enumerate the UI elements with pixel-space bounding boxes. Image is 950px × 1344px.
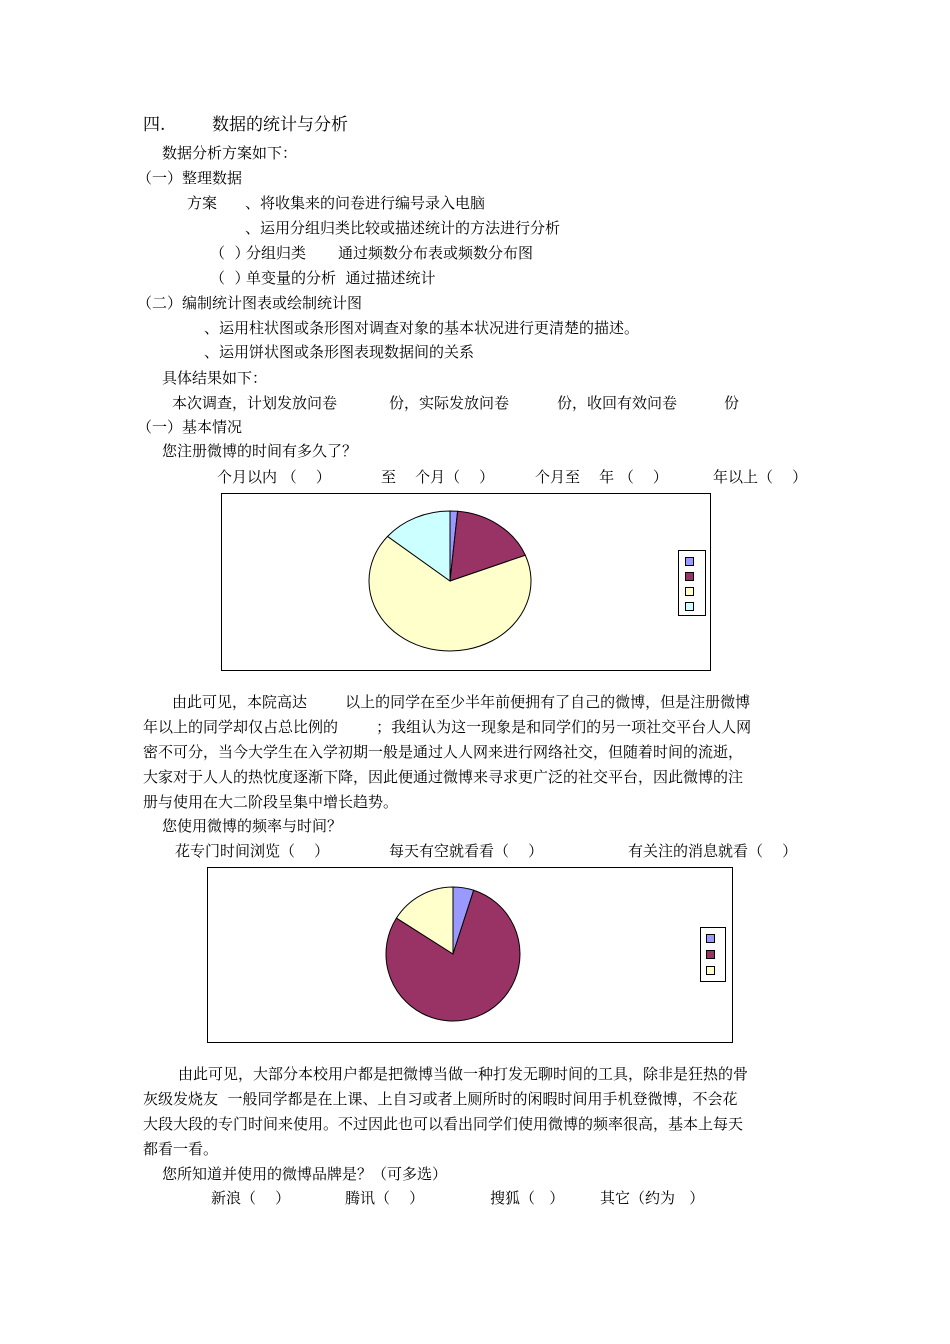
para1-line-3: 密不可分，当今大学生在入学初期一般是通过人人网来进行网络社交，但随着时间的流逝， (143, 743, 744, 761)
survey-count-d: 份 (724, 394, 740, 412)
chart-method-1: 、运用柱状图或条形图对调查对象的基本状况进行更清楚的描述。 (204, 319, 640, 337)
legend-swatch (685, 587, 694, 596)
plan-item-1: 、将收集来的问卷进行编号录入电脑 (245, 194, 486, 212)
plan-sub1-paren: （ ） (210, 244, 250, 262)
pie-chart-2 (207, 867, 733, 1043)
pie-chart-2-plot (208, 868, 732, 1042)
subsection-1-title: （一）整理数据 (137, 169, 243, 187)
legend-swatch (706, 950, 715, 959)
para2-line-4: 都看一看。 (143, 1140, 219, 1158)
q2-option-2: 每天有空就看看（ ） (389, 842, 544, 860)
plan-sub2-a: 单变量的分析 通过描述统计 (246, 269, 436, 287)
plan-sub1-b: 通过频数分布表或频数分布图 (338, 244, 534, 262)
legend-swatch (685, 572, 694, 581)
q2-option-1: 花专门时间浏览（ ） (175, 842, 330, 860)
q1-question: 您注册微博的时间有多久了？ (162, 442, 358, 460)
plan-sub2-paren: （ ） (210, 269, 250, 287)
legend-swatch (706, 966, 715, 975)
survey-count-b: 份，实际发放问卷 (389, 394, 510, 412)
pie-chart-1-legend (678, 550, 706, 616)
plan-label: 方案 (187, 194, 218, 212)
legend-swatch (685, 557, 694, 566)
q1-option-3: 个月至 年 （ ） (535, 468, 668, 486)
q3-option-4: 其它（约为 ） (600, 1189, 705, 1207)
q3-option-3: 搜狐（ ） (490, 1189, 565, 1207)
q3-question: 您所知道并使用的微博品牌是？（可多选） (162, 1165, 448, 1183)
plan-sub1-a: 分组归类 (246, 244, 307, 262)
section-title: 数据的统计与分析 (212, 115, 348, 135)
chart-method-2: 、运用饼状图或条形图表现数据间的关系 (204, 343, 475, 361)
pie-chart-2-legend (700, 927, 726, 982)
plan-item-2: 、运用分组归类比较或描述统计的方法进行分析 (245, 219, 561, 237)
subsection-2-title: （二）编制统计图表或绘制统计图 (137, 294, 363, 312)
legend-swatch (706, 934, 715, 943)
legend-swatch (685, 602, 694, 611)
para2-line-1: 由此可见，大部分本校用户都是把微博当做一种打发无聊时间的工具，除非是狂热的骨 (178, 1065, 749, 1083)
section-number: 四. (143, 115, 166, 135)
basic-info-title: （一）基本情况 (137, 418, 243, 436)
q1-option-1: 个月以内 （ ） (217, 468, 331, 486)
para1-line-1: 由此可见，本院高达 以上的同学在至少半年前便拥有了自己的微博，但是注册微博 (172, 693, 751, 711)
q2-question: 您使用微博的频率与时间？ (162, 817, 343, 835)
q3-option-2: 腾讯（ ） (345, 1189, 425, 1207)
para1-line-5: 册与使用在大二阶段呈集中增长趋势。 (143, 793, 399, 811)
pie-chart-1-plot (222, 494, 710, 670)
para1-line-2: 年以上的同学却仅占总比例的 ；我组认为这一现象是和同学们的另一项社交平台人人网 (143, 718, 752, 736)
q1-option-2: 至 个月（ ） (381, 468, 495, 486)
q2-option-3: 有关注的消息就看（ ） (628, 842, 798, 860)
q1-option-4: 年以上（ ） (713, 468, 808, 486)
para1-line-4: 大家对于人人的热忱度逐渐下降，因此便通过微博来寻求更广泛的社交平台，因此微博的注 (143, 768, 744, 786)
para2-line-3: 大段大段的专门时间来使用。不过因此也可以看出同学们使用微博的频率很高，基本上每天 (143, 1115, 744, 1133)
q3-option-1: 新浪（ ） (211, 1189, 291, 1207)
pie-chart-1 (221, 493, 711, 671)
para2-line-2: 灰级发烧友 一般同学都是在上课、上自习或者上厕所时的闲暇时间用手机登微博，不会花 (143, 1090, 738, 1108)
results-intro: 具体结果如下： (162, 369, 268, 387)
survey-count-a: 本次调查，计划发放问卷 (172, 394, 338, 412)
survey-count-c: 份，收回有效问卷 (557, 394, 678, 412)
analysis-intro: 数据分析方案如下： (162, 144, 298, 162)
